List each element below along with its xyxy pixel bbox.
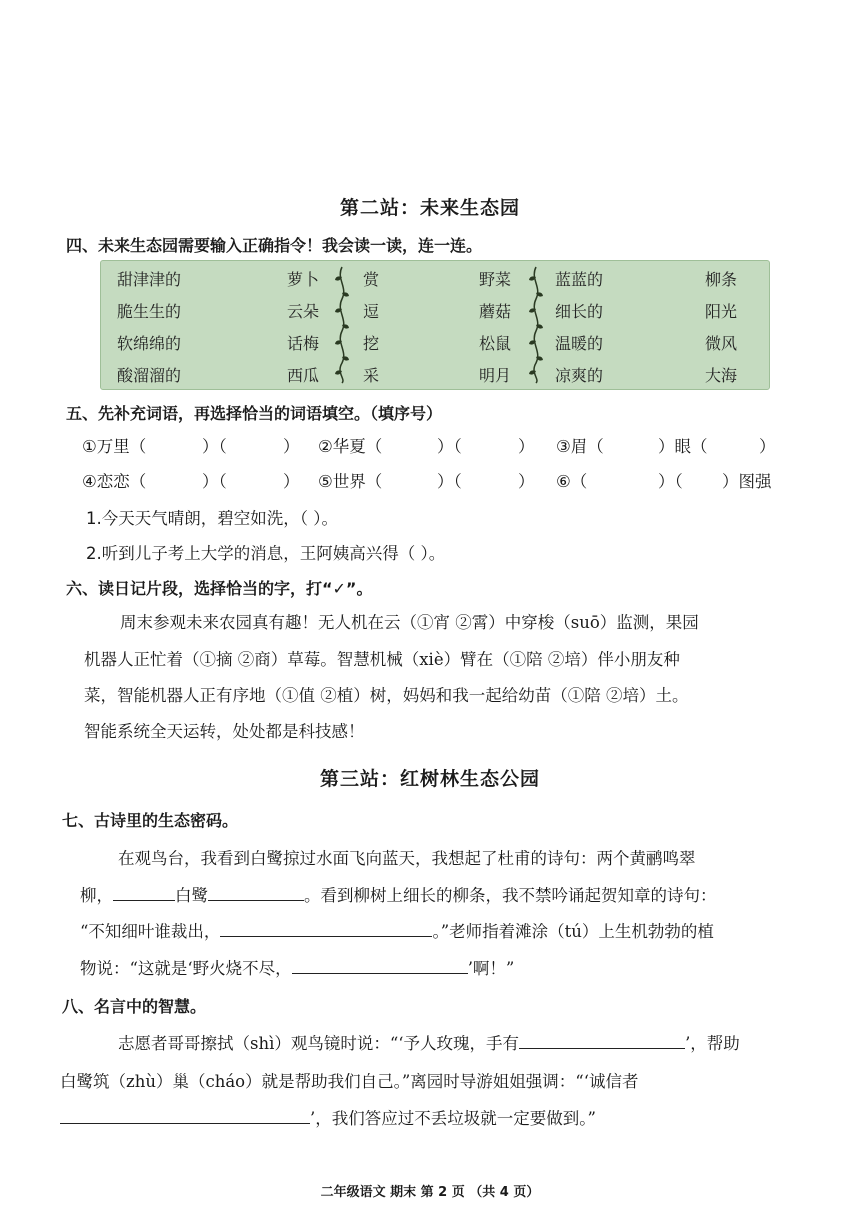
answer-blank[interactable] xyxy=(60,1106,310,1124)
match-word: 采 xyxy=(363,366,380,385)
match-word: 话梅 xyxy=(287,334,320,353)
q5-bracket: ）（ xyxy=(658,472,683,491)
match-word: 细长的 xyxy=(555,302,604,321)
match-word: 野菜 xyxy=(479,270,512,289)
q5-bracket: ）（ xyxy=(202,437,227,456)
match-word: 蘑菇 xyxy=(479,302,512,321)
q5-item-3: ③眉（ xyxy=(556,437,604,456)
q5-bracket: ）（ xyxy=(437,437,462,456)
match-word: 微风 xyxy=(705,334,738,353)
q5-heading: 五、先补充词语，再选择恰当的词语填空。（填序号） xyxy=(66,404,443,423)
match-word: 脆生生的 xyxy=(117,302,182,321)
match-word: 松鼠 xyxy=(479,334,512,353)
q5-sentence-1: 1.今天天气晴朗，碧空如洗，（ ）。 xyxy=(86,509,338,528)
matching-box xyxy=(100,260,770,390)
q7-text: 白鹭 xyxy=(175,886,208,905)
match-word: 萝卜 xyxy=(287,270,320,289)
answer-blank[interactable] xyxy=(220,919,432,937)
match-word: 赏 xyxy=(363,270,380,289)
q7-line-1: 在观鸟台，我看到白鹭掠过水面飞向蓝天，我想起了杜甫的诗句：两个黄鹂鸣翠 xyxy=(118,849,696,868)
q7-text: “不知细叶谁裁出， xyxy=(80,922,221,941)
q6-heading: 六、读日记片段，选择恰当的字，打“✓”。 xyxy=(66,579,373,598)
match-word: 凉爽的 xyxy=(555,366,604,385)
q7-text: ’啊！” xyxy=(467,959,515,978)
answer-blank[interactable] xyxy=(113,883,175,901)
station3-title: 第三站：红树林生态公园 xyxy=(319,768,540,790)
page-footer: 二年级语文 期末 第 2 页 （共 4 页） xyxy=(320,1185,540,1200)
station2-title: 第二站：未来生态园 xyxy=(339,197,520,219)
q4-heading: 四、未来生态园需要输入正确指令！我会读一读，连一连。 xyxy=(66,236,483,255)
match-word: 软绵绵的 xyxy=(117,334,182,353)
q6-line-3: 菜，智能机器人正有序地（①值 ②植）树，妈妈和我一起给幼苗（①陪 ②培）土。 xyxy=(84,686,689,705)
q5-bracket: ） xyxy=(283,437,300,456)
vine-divider-icon xyxy=(527,265,545,385)
q5-bracket: ）（ xyxy=(202,472,227,491)
q5-sentence-2: 2.听到儿子考上大学的消息，王阿姨高兴得（ ）。 xyxy=(86,544,446,563)
q7-text: 柳， xyxy=(80,886,113,905)
match-word: 蓝蓝的 xyxy=(555,270,604,289)
q8-text: ’，帮助 xyxy=(685,1034,740,1053)
q5-item-2: ②华夏（ xyxy=(318,437,383,456)
q5-bracket: ）图强 xyxy=(722,472,772,491)
q5-bracket: ） xyxy=(759,437,776,456)
q5-item-1: ①万里（ xyxy=(82,437,147,456)
match-word: 柳条 xyxy=(705,270,738,289)
q8-text: ’，我们答应过不丢垃圾就一定要做到。” xyxy=(310,1109,596,1128)
q7-text: 。看到柳树上细长的柳条，我不禁吟诵起贺知章的诗句： xyxy=(304,886,717,905)
match-word: 酸溜溜的 xyxy=(117,366,182,385)
q5-bracket: ） xyxy=(518,437,535,456)
match-word: 温暖的 xyxy=(555,334,604,353)
q5-bracket: ）（ xyxy=(437,472,462,491)
q6-line-2: 机器人正忙着（①摘 ②商）草莓。智慧机械（xiè）臂在（①陪 ②培）伴小朋友种 xyxy=(84,650,680,669)
q8-text: 志愿者哥哥擦拭（shì）观鸟镜时说：“‘予人玫瑰，手有 xyxy=(118,1034,520,1053)
q8-line-3 xyxy=(60,1105,596,1129)
q5-bracket: ） xyxy=(283,472,300,491)
answer-blank[interactable] xyxy=(519,1031,685,1049)
match-word: 云朵 xyxy=(287,302,320,321)
match-word: 阳光 xyxy=(705,302,738,321)
q5-item-4: ④恋恋（ xyxy=(82,472,147,491)
q5-item-6: ⑥（ xyxy=(556,472,588,491)
match-word: 甜津津的 xyxy=(117,270,182,289)
q8-line-1 xyxy=(118,1030,740,1054)
match-word: 明月 xyxy=(479,366,512,385)
match-word: 逗 xyxy=(363,302,380,321)
answer-blank[interactable] xyxy=(292,956,468,974)
match-word: 西瓜 xyxy=(287,366,320,385)
q7-line-3 xyxy=(80,918,714,942)
q7-line-4 xyxy=(80,955,514,979)
q5-bracket: ）眼（ xyxy=(658,437,708,456)
vine-divider-icon xyxy=(333,265,351,385)
q6-line-4: 智能系统全天运转，处处都是科技感！ xyxy=(84,722,365,741)
q6-line-1: 周末参观未来农园真有趣！无人机在云（①宵 ②霄）中穿梭（suō）监测，果园 xyxy=(120,613,699,632)
q8-line-2: 白鹭筑（zhù）巢（cháo）就是帮助我们自己。”离园时导游姐姐强调：“‘诚信者 xyxy=(60,1072,639,1091)
answer-blank[interactable] xyxy=(208,883,304,901)
q7-text: 物说：“这就是‘野火烧不尽， xyxy=(80,959,292,978)
q5-bracket: ） xyxy=(518,472,535,491)
match-word: 挖 xyxy=(363,334,380,353)
q5-item-5: ⑤世界（ xyxy=(318,472,383,491)
q7-text: 。”老师指着滩涂（tú）上生机勃勃的植 xyxy=(432,922,714,941)
match-word: 大海 xyxy=(705,366,738,385)
q8-heading: 八、名言中的智慧。 xyxy=(62,997,207,1016)
q7-heading: 七、古诗里的生态密码。 xyxy=(62,811,239,830)
q7-line-2 xyxy=(80,882,717,906)
